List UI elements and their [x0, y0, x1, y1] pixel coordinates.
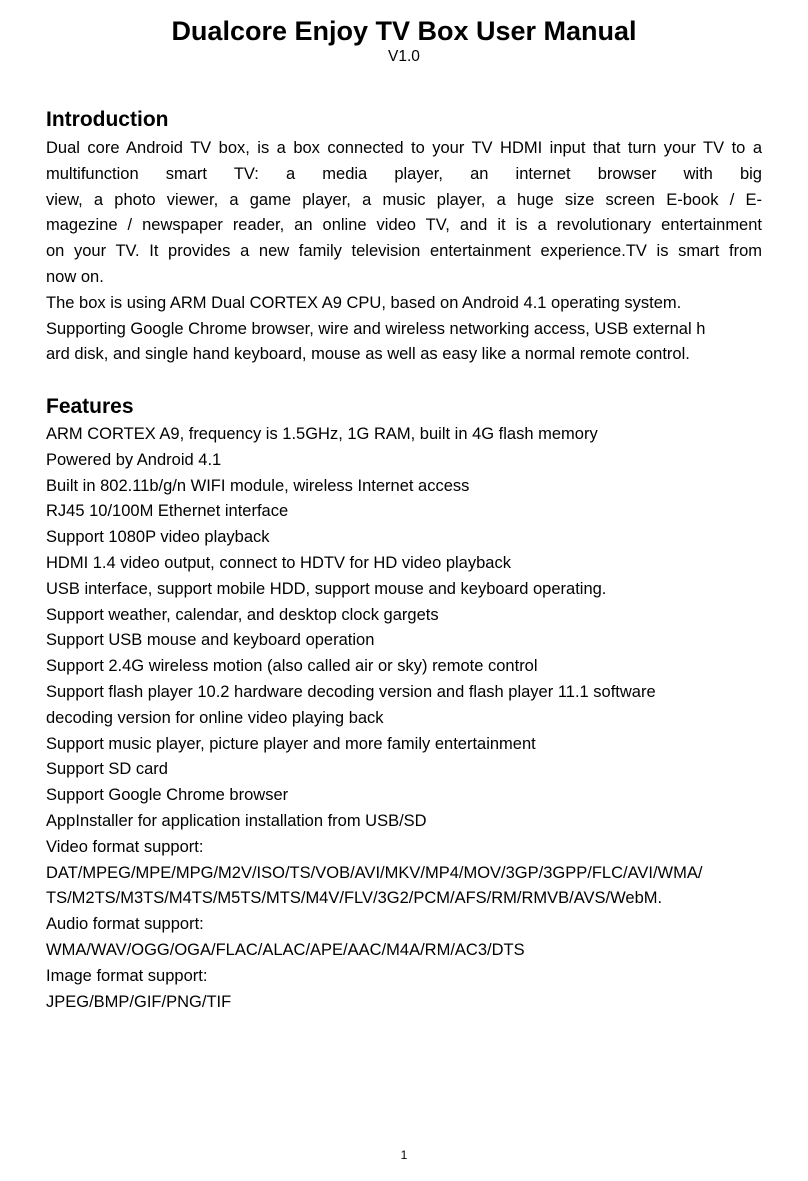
introduction-line: magezine / newspaper reader, an online video TV, and it is a revolutionary entertainment [46, 216, 762, 235]
introduction-line: The box is using ARM Dual CORTEX A9 CPU, based on Android 4.1 operating system. [46, 293, 682, 312]
features-heading: Features [46, 395, 134, 418]
feature-item: TS/M2TS/M3TS/M4TS/M5TS/MTS/M4V/FLV/3G2/PCM/AFS/RM/RMVB/AVS/WebM. [46, 889, 663, 908]
features-list [46, 422, 762, 1015]
feature-item: ARM CORTEX A9, frequency is 1.5GHz, 1G RAM, built in 4G flash memory [46, 425, 598, 443]
introduction-line: now on. [46, 267, 104, 286]
introduction-line: on your TV. It provides a new family television entertainment experience.TV is smart from [46, 242, 762, 261]
document-title: Dualcore Enjoy TV Box User Manual [171, 16, 637, 46]
introduction-line: Supporting Google Chrome browser, wire and wireless networking access, USB external h [46, 319, 706, 338]
feature-item: AppInstaller for application installation from USB/SD [46, 811, 427, 830]
feature-item: Powered by Android 4.1 [46, 450, 222, 469]
page-number: 1 [400, 1148, 408, 1162]
feature-item: Video format support: [46, 837, 204, 856]
introduction-line: multifunction smart TV: a media player, an internet browser with big [46, 164, 762, 183]
feature-item: Built in 802.11b/g/n WIFI module, wireless Internet access [46, 476, 470, 495]
feature-item: Support flash player 10.2 hardware decoding version and flash player 11.1 software [46, 682, 656, 701]
feature-item: JPEG/BMP/GIF/PNG/TIF [46, 992, 232, 1011]
introduction-line: Dual core Android TV box, is a box connected to your TV HDMI input that turn your TV to a [46, 139, 762, 157]
introduction-line: ard disk, and single hand keyboard, mouse as well as easy like a normal remote control. [46, 345, 690, 364]
feature-item: Support 2.4G wireless motion (also called air or sky) remote control [46, 657, 538, 676]
feature-item: WMA/WAV/OGG/OGA/FLAC/ALAC/APE/AAC/M4A/RM/AC3/DTS [46, 940, 525, 959]
introduction-heading: Introduction [46, 108, 169, 131]
document-version: V1.0 [388, 48, 420, 65]
feature-item: Support USB mouse and keyboard operation [46, 631, 375, 650]
feature-item: Support SD card [46, 760, 168, 779]
feature-item: USB interface, support mobile HDD, support mouse and keyboard operating. [46, 579, 607, 598]
feature-item: Image format support: [46, 966, 208, 985]
feature-item: DAT/MPEG/MPE/MPG/M2V/ISO/TS/VOB/AVI/MKV/MP4/MOV/3GP/3GPP/FLC/AVI/WMA/ [46, 863, 703, 882]
feature-item: Support weather, calendar, and desktop clock gargets [46, 605, 439, 624]
feature-item: HDMI 1.4 video output, connect to HDTV for HD video playback [46, 553, 511, 572]
feature-item: decoding version for online video playing back [46, 708, 384, 727]
introduction-body [46, 136, 762, 368]
feature-item: RJ45 10/100M Ethernet interface [46, 502, 289, 521]
introduction-line: view, a photo viewer, a game player, a music player, a huge size screen E-book / E- [46, 190, 762, 209]
feature-item: Support Google Chrome browser [46, 786, 289, 805]
feature-item: Support music player, picture player and more family entertainment [46, 734, 536, 753]
feature-item: Support 1080P video playback [46, 528, 270, 547]
feature-item: Audio format support: [46, 915, 204, 934]
